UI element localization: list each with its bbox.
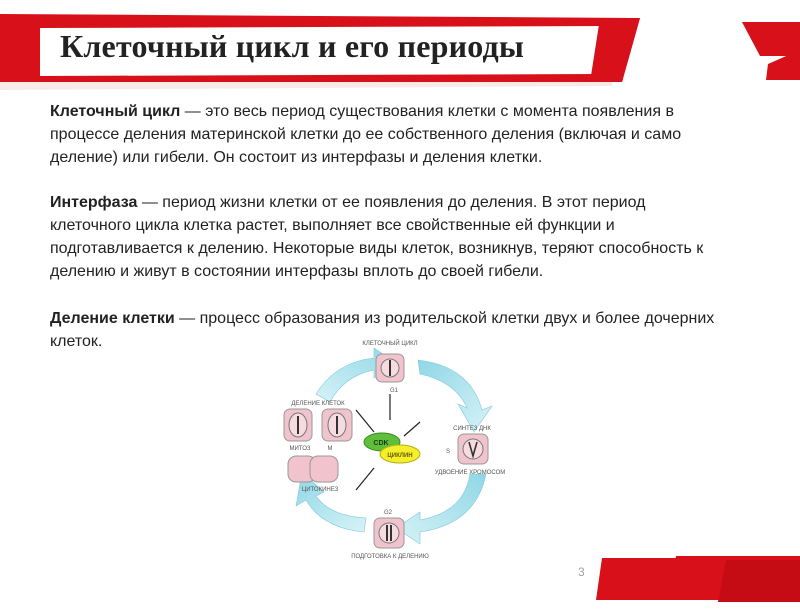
g1-label: G1 xyxy=(389,388,399,394)
top-label: КЛЕТОЧНЫЙ ЦИКЛ xyxy=(362,341,418,347)
interphase-term: Интерфаза xyxy=(50,194,138,211)
cell-cycle-text: — это весь период существования клетки с момента появления в процессе деления материнской клетки до ее собственного деления (включая и само деление) или гибели. Он состоит из интерфазы и деления клетки. xyxy=(50,103,682,166)
slide-number: 3 xyxy=(578,565,585,579)
cytokinesis-cell-2 xyxy=(310,456,338,482)
s-label: S xyxy=(445,449,451,455)
mitosis-label: МИТОЗ xyxy=(289,446,311,452)
cytokinesis-label: ЦИТОКИНЕЗ xyxy=(301,487,339,493)
doubling-label: УДВОЕНИЕ ХРОМОСОМ xyxy=(434,470,506,476)
cdk-label: CDK xyxy=(373,440,389,447)
cell-cycle-term: Клеточный цикл xyxy=(50,103,181,120)
cell-division-text: — процесс образования из родительской клетки двух и более дочерних клеток. xyxy=(50,310,715,350)
division-label: ДЕЛЕНИЕ КЛЕТОК xyxy=(291,401,345,407)
cell-cycle-diagram xyxy=(270,332,510,562)
m-label: M xyxy=(327,446,333,452)
cycle-arrow-bottom-right xyxy=(396,474,486,544)
cell-division-term: Деление клетки xyxy=(50,310,175,327)
cycle-arrow-top-right xyxy=(418,360,492,432)
interphase-definition xyxy=(50,191,730,283)
slide-title: Клеточный цикл и его периоды xyxy=(60,28,525,64)
synthesis-label: СИНТЕЗ ДНК xyxy=(453,426,491,432)
g2-label: G2 xyxy=(383,510,393,516)
interphase-text: — период жизни клетки от ее появления до деления. В этот период клеточного цикла клетка растет, выполняет все свойственные ей функции и подготавливается к делению. Некоторые виды клеток, возникнув, теряют способность к делению и живут в состоянии интерфазы вплоть до своей гибели. xyxy=(50,194,704,280)
cyclin-label: ЦИКЛИН xyxy=(387,453,413,459)
bottom-label: ПОДГОТОВКА К ДЕЛЕНИЮ xyxy=(351,554,429,560)
cell-cycle-definition xyxy=(50,100,730,169)
